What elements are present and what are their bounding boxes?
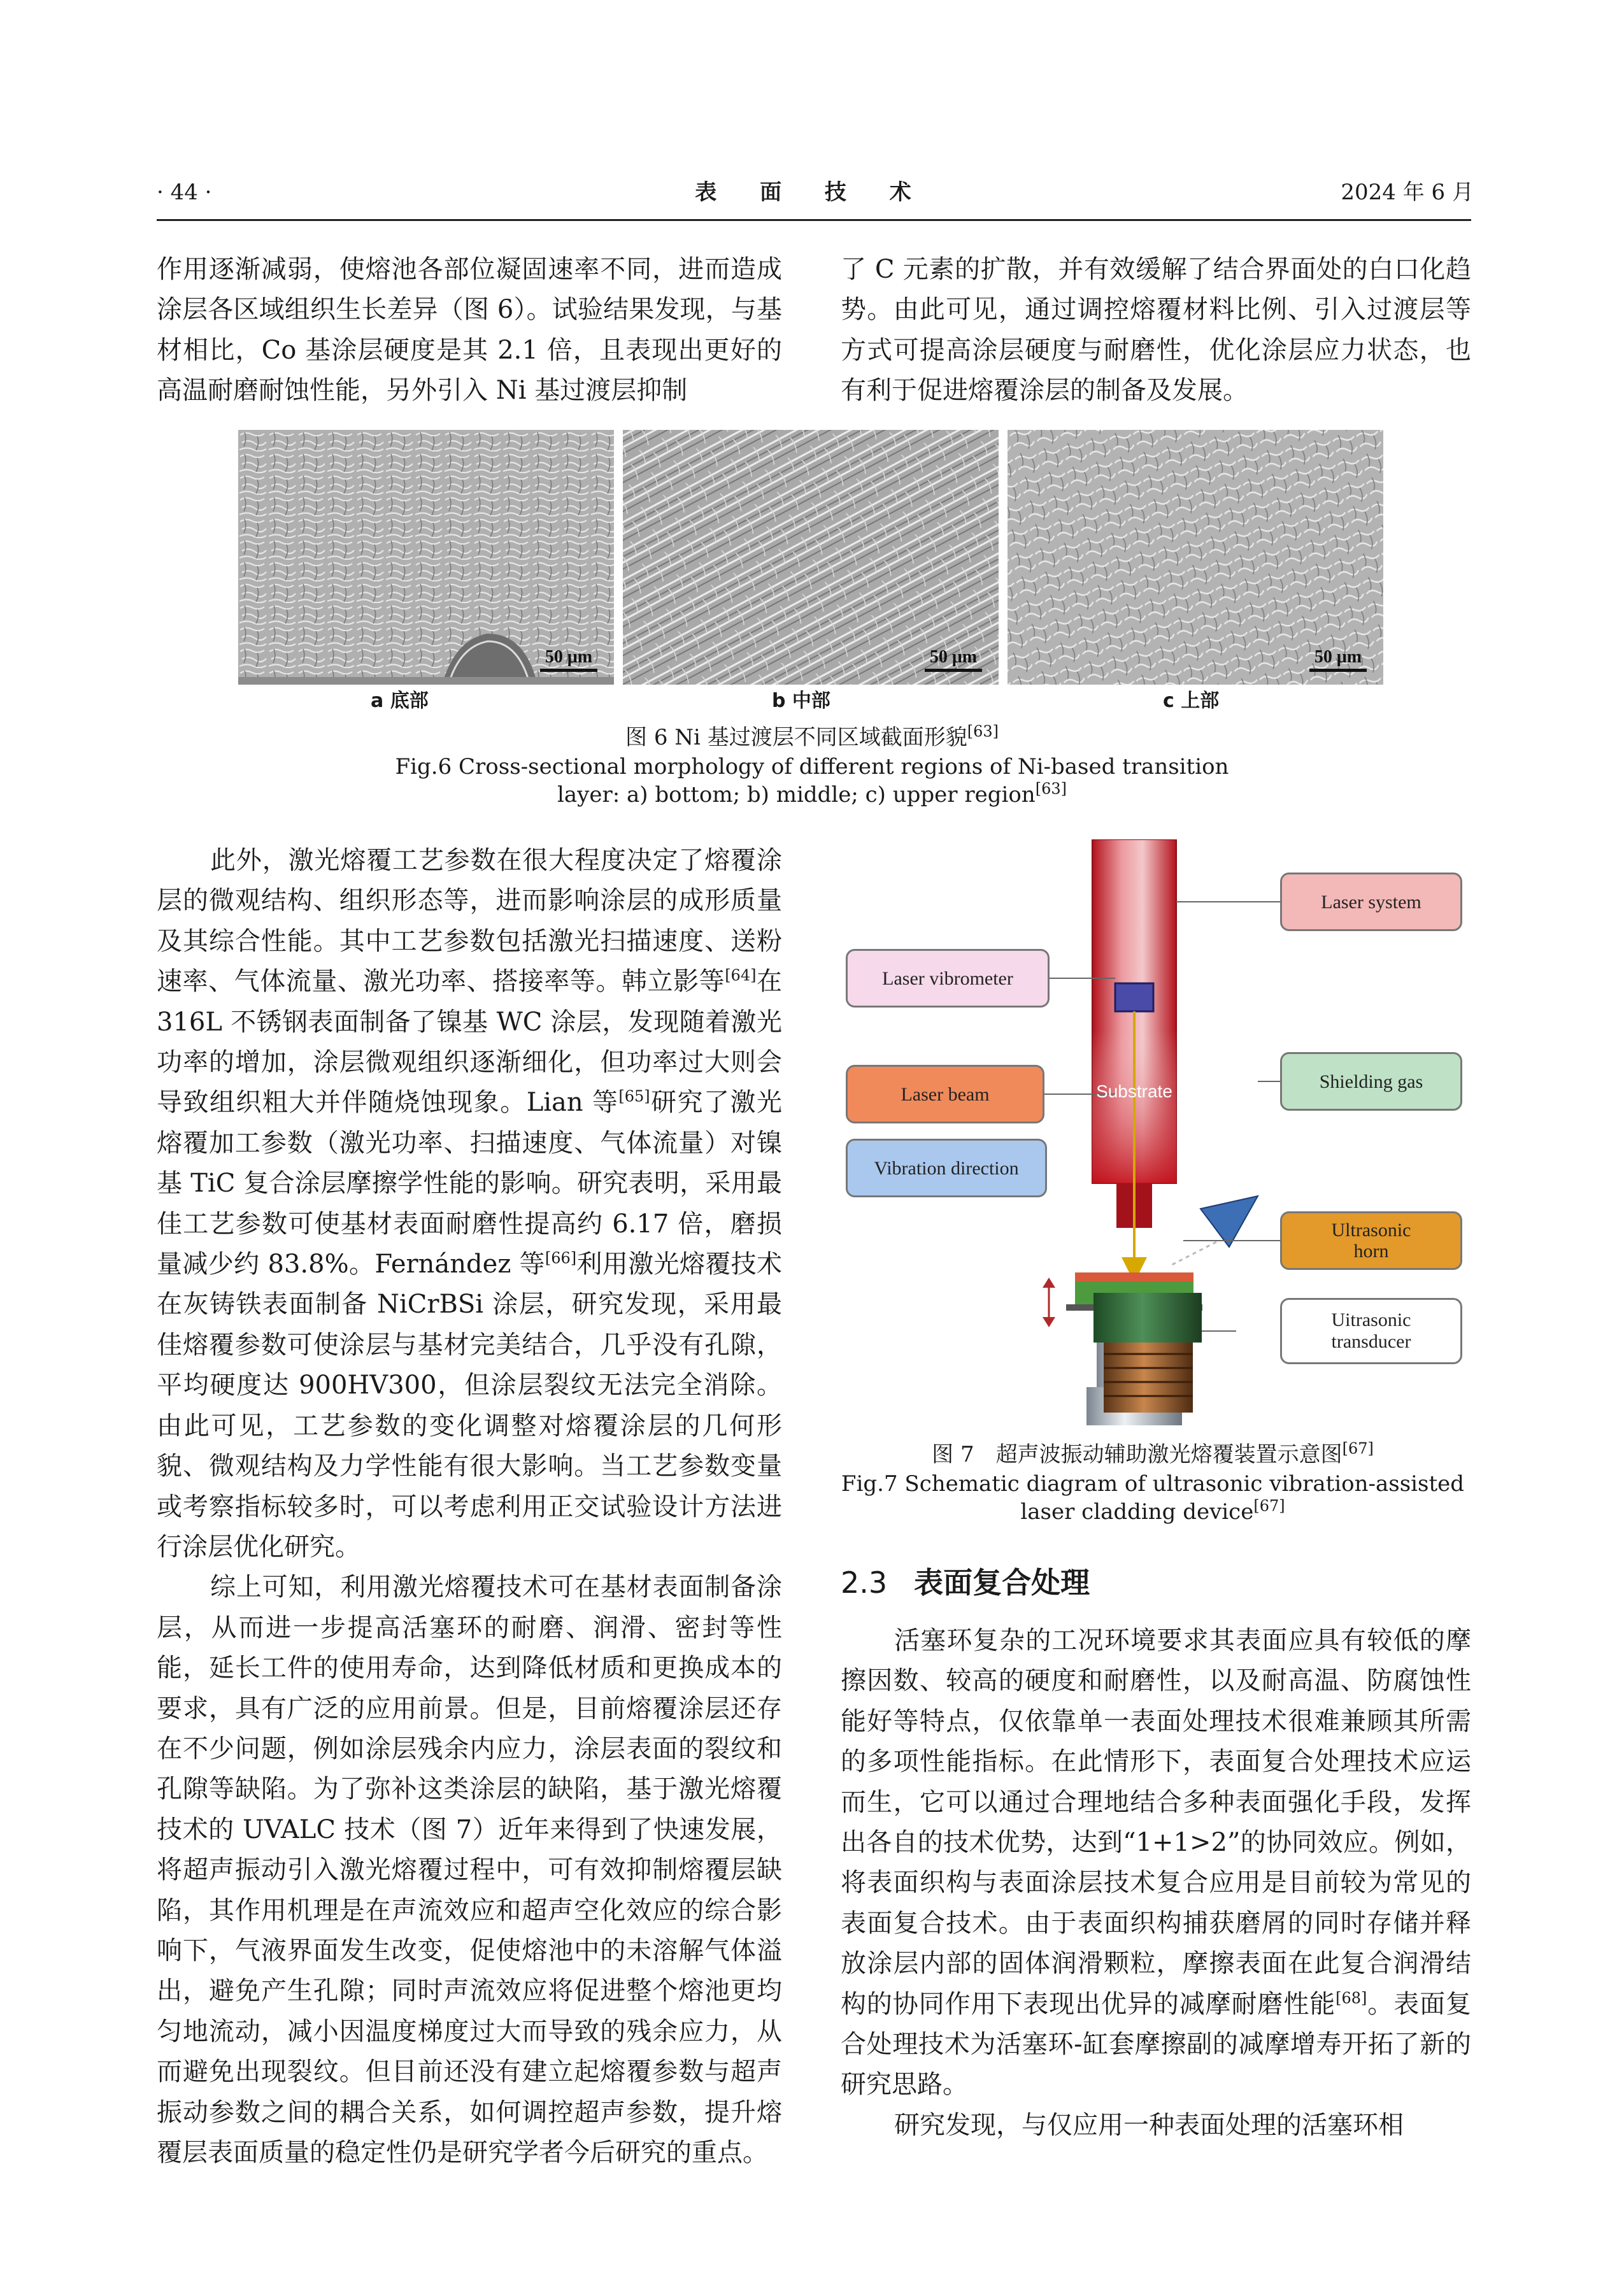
page-number: · 44 · (157, 180, 212, 205)
scale-bar-a-label: 50 μm (545, 647, 593, 667)
vibration-direction-box: Vibration direction (846, 1139, 1047, 1197)
section-title: 表面复合处理 (914, 1565, 1090, 1600)
right-paragraph-1 (841, 1621, 1471, 2105)
left-p1-b: 在 316L 不锈钢表面制备了镍基 WC 涂层，发现随着激光功率的增加，涂层微观组织逐渐细化，但功率过大则会导致组织粗大并伴随烧蚀现象。Lian 等 (157, 967, 783, 1118)
scale-bar-b (925, 647, 982, 672)
laser-system-box: Laser system (1280, 873, 1462, 931)
right-p1-a: 活塞环复杂的工况环境要求其表面应具有较低的摩擦因数、较高的硬度和耐磨性，以及耐高温、防腐蚀性能好等特点，仅依靠单一表面处理技术很难兼顾其所需的多项性能指标。在此情形下，表面复合处理技术应运而生，它可以通过合理地结合多种表面强化手段，发挥出各自的技术优势，达到“1+1>2”的协同效应。例如，将表面织构与表面涂层技术复合应用是目前较为常见的表面复合技术。由于表面织构捕获磨屑的同时存储并释放涂层内部的固体润滑颗粒，摩擦表面在此复合润滑结构的协同作用下表现出优异的减摩耐磨性能 (841, 1626, 1471, 2019)
ref-64: [64] (725, 966, 757, 985)
micrograph-middle (623, 430, 999, 685)
left-column-body (157, 841, 782, 2173)
ultrasonic-transducer-box (1280, 1298, 1462, 1364)
top-left-paragraph (157, 250, 782, 411)
left-p1-c: 研究了激光熔覆加工参数（激光功率、扫描速度、气体流量）对镍基 TiC 复合涂层摩擦学性能的影响。研究表明，采用最佳工艺参数可使基材表面耐磨性提高约 6.17 倍，磨损量减少约 83.8%。Fernández 等 (157, 1088, 783, 1279)
section-number: 2.3 (841, 1565, 888, 1600)
fig6-caption-en-2-text: layer: a) bottom; b) middle; c) upper region (557, 782, 1036, 808)
right-column-body (841, 1621, 1471, 2146)
fig6-caption-en-ref: [63] (1035, 780, 1067, 798)
fig7-caption-cn-text: 图 7 超声波振动辅助激光熔覆装置示意图 (932, 1442, 1343, 1467)
fig7-caption-cn-ref: [67] (1342, 1439, 1374, 1458)
fig7-caption-en-ref: [67] (1253, 1497, 1285, 1515)
ref-68: [68] (1336, 1989, 1367, 2007)
right-p1-b: 。表面复合处理技术为活塞环-缸套摩擦副的减摩增寿开拓了新的研究思路。 (841, 1989, 1472, 2100)
section-heading (841, 1564, 1090, 1602)
ultrasonic-horn-box (1280, 1211, 1462, 1270)
fig7-caption-en-2 (834, 1498, 1471, 1526)
fig6-caption-cn (0, 723, 1624, 752)
fig7-caption-en-1: Fig.7 Schematic diagram of ultrasonic vibration-assisted (841, 1471, 1465, 1497)
ultrasonic-horn-label-1: Ultrasonic (1331, 1220, 1411, 1241)
laser-beam-box: Laser beam (846, 1065, 1044, 1123)
ultrasonic-horn-label-2: horn (1353, 1241, 1389, 1262)
fig6-label-c: c 上部 (1163, 690, 1220, 712)
fig6-label-a: a 底部 (371, 690, 429, 712)
fig6-caption-en-2 (0, 781, 1624, 809)
laser-vibrometer-box: Laser vibrometer (846, 949, 1050, 1008)
header-rule (157, 219, 1471, 221)
top-right-text: 了 C 元素的扩散，并有效缓解了结合界面处的白口化趋势。由此可见，通过调控熔覆材料比例、引入过渡层等方式可提高涂层硬度与耐磨性，优化涂层应力状态，也有利于促进熔覆涂层的制备及发展。 (841, 255, 1471, 406)
scale-bar-a (540, 647, 597, 672)
ref-65: [65] (618, 1088, 650, 1106)
issue-date: 2024 年 6 月 (1341, 180, 1474, 205)
left-paragraph-1 (157, 841, 782, 1567)
top-right-paragraph (841, 250, 1471, 411)
fig7-caption-en-2-text: laser cladding device (1020, 1499, 1254, 1525)
right-paragraph-2: 研究发现，与仅应用一种表面处理的活塞环相 (894, 2110, 1404, 2140)
left-p1-a: 此外，激光熔覆工艺参数在很大程度决定了熔覆涂层的微观结构、组织形态等，进而影响涂层的成形质量及其综合性能。其中工艺参数包括激光扫描速度、送粉速率、气体流量、激光功率、搭接率等。韩立影等 (157, 846, 782, 997)
journal-title: 表 面 技 术 (695, 180, 929, 205)
micrograph-upper (1008, 430, 1383, 685)
scale-bar-b-label: 50 μm (929, 647, 978, 667)
fig6-label-b: b 中部 (772, 690, 830, 712)
scale-bar-c (1309, 647, 1367, 672)
left-paragraph-2: 综上可知，利用激光熔覆技术可在基材表面制备涂层，从而进一步提高活塞环的耐磨、润滑、密封等性能，延长工件的使用寿命，达到降低材质和更换成本的要求，具有广泛的应用前景。但是，目前熔覆涂层还存在不少问题，例如涂层残余内应力，涂层表面的裂纹和孔隙等缺陷。为了弥补这类涂层的缺陷，基于激光熔覆技术的 UVALC 技术（图 7）近年来得到了快速发展，将超声振动引入激光熔覆过程中，可有效抑制熔覆层缺陷，其作用机理是在声流效应和超声空化效应的综合影响下，气液界面发生改变，促使熔池中的未溶解气体溢出，避免产生孔隙；同时声流效应将促进整个熔池更均匀地流动，减小因温度梯度过大而导致的残余应力，从而避免出现裂纹。但目前还没有建立起熔覆参数与超声振动参数之间的耦合关系，如何调控超声参数，提升熔覆层表面质量的稳定性仍是研究学者今后研究的重点。 (157, 1572, 782, 2167)
figure-6 (238, 430, 1383, 685)
top-left-text: 作用逐渐减弱，使熔池各部位凝固速率不同，进而造成涂层各区域组织生长差异（图 6）。试验结果发现，与基材相比，Co 基涂层硬度是其 2.1 倍，且表现出更好的高温耐磨耐蚀性能，另外引入 Ni 基过渡层抑制 (157, 255, 782, 406)
fig6-caption-cn-text: 图 6 Ni 基过渡层不同区域截面形貌 (625, 725, 967, 750)
shielding-gas-box: Shielding gas (1280, 1052, 1462, 1111)
micrograph-bottom (238, 430, 614, 685)
ref-66: [66] (545, 1249, 577, 1267)
fig6-caption-cn-ref: [63] (967, 722, 999, 741)
fig6-caption-en-1: Fig.6 Cross-sectional morphology of different regions of Ni-based transition (395, 754, 1229, 780)
fig7-caption-cn (834, 1441, 1471, 1469)
left-p1-d: 利用激光熔覆技术在灰铸铁表面制备 NiCrBSi 涂层，研究发现，采用最佳熔覆参数可使涂层与基材完美结合，几乎没有孔隙，平均硬度达 900HV300，但涂层裂纹无法完全消除。由此可见，工艺参数的变化调整对熔覆涂层的几何形貌、微观结构及力学性能有很大影响。当工艺参数变量或考察指标较多时，可以考虑利用正交试验设计方法进行涂层优化研究。 (157, 1250, 782, 1562)
ultrasonic-transducer-label-2: transducer (1331, 1331, 1411, 1352)
substrate-label: Substrate (1096, 1081, 1172, 1101)
fig7-transducer (1071, 1293, 1236, 1420)
scale-bar-c-label: 50 μm (1314, 647, 1362, 667)
ultrasonic-transducer-label-1: Uitrasonic (1331, 1309, 1411, 1330)
